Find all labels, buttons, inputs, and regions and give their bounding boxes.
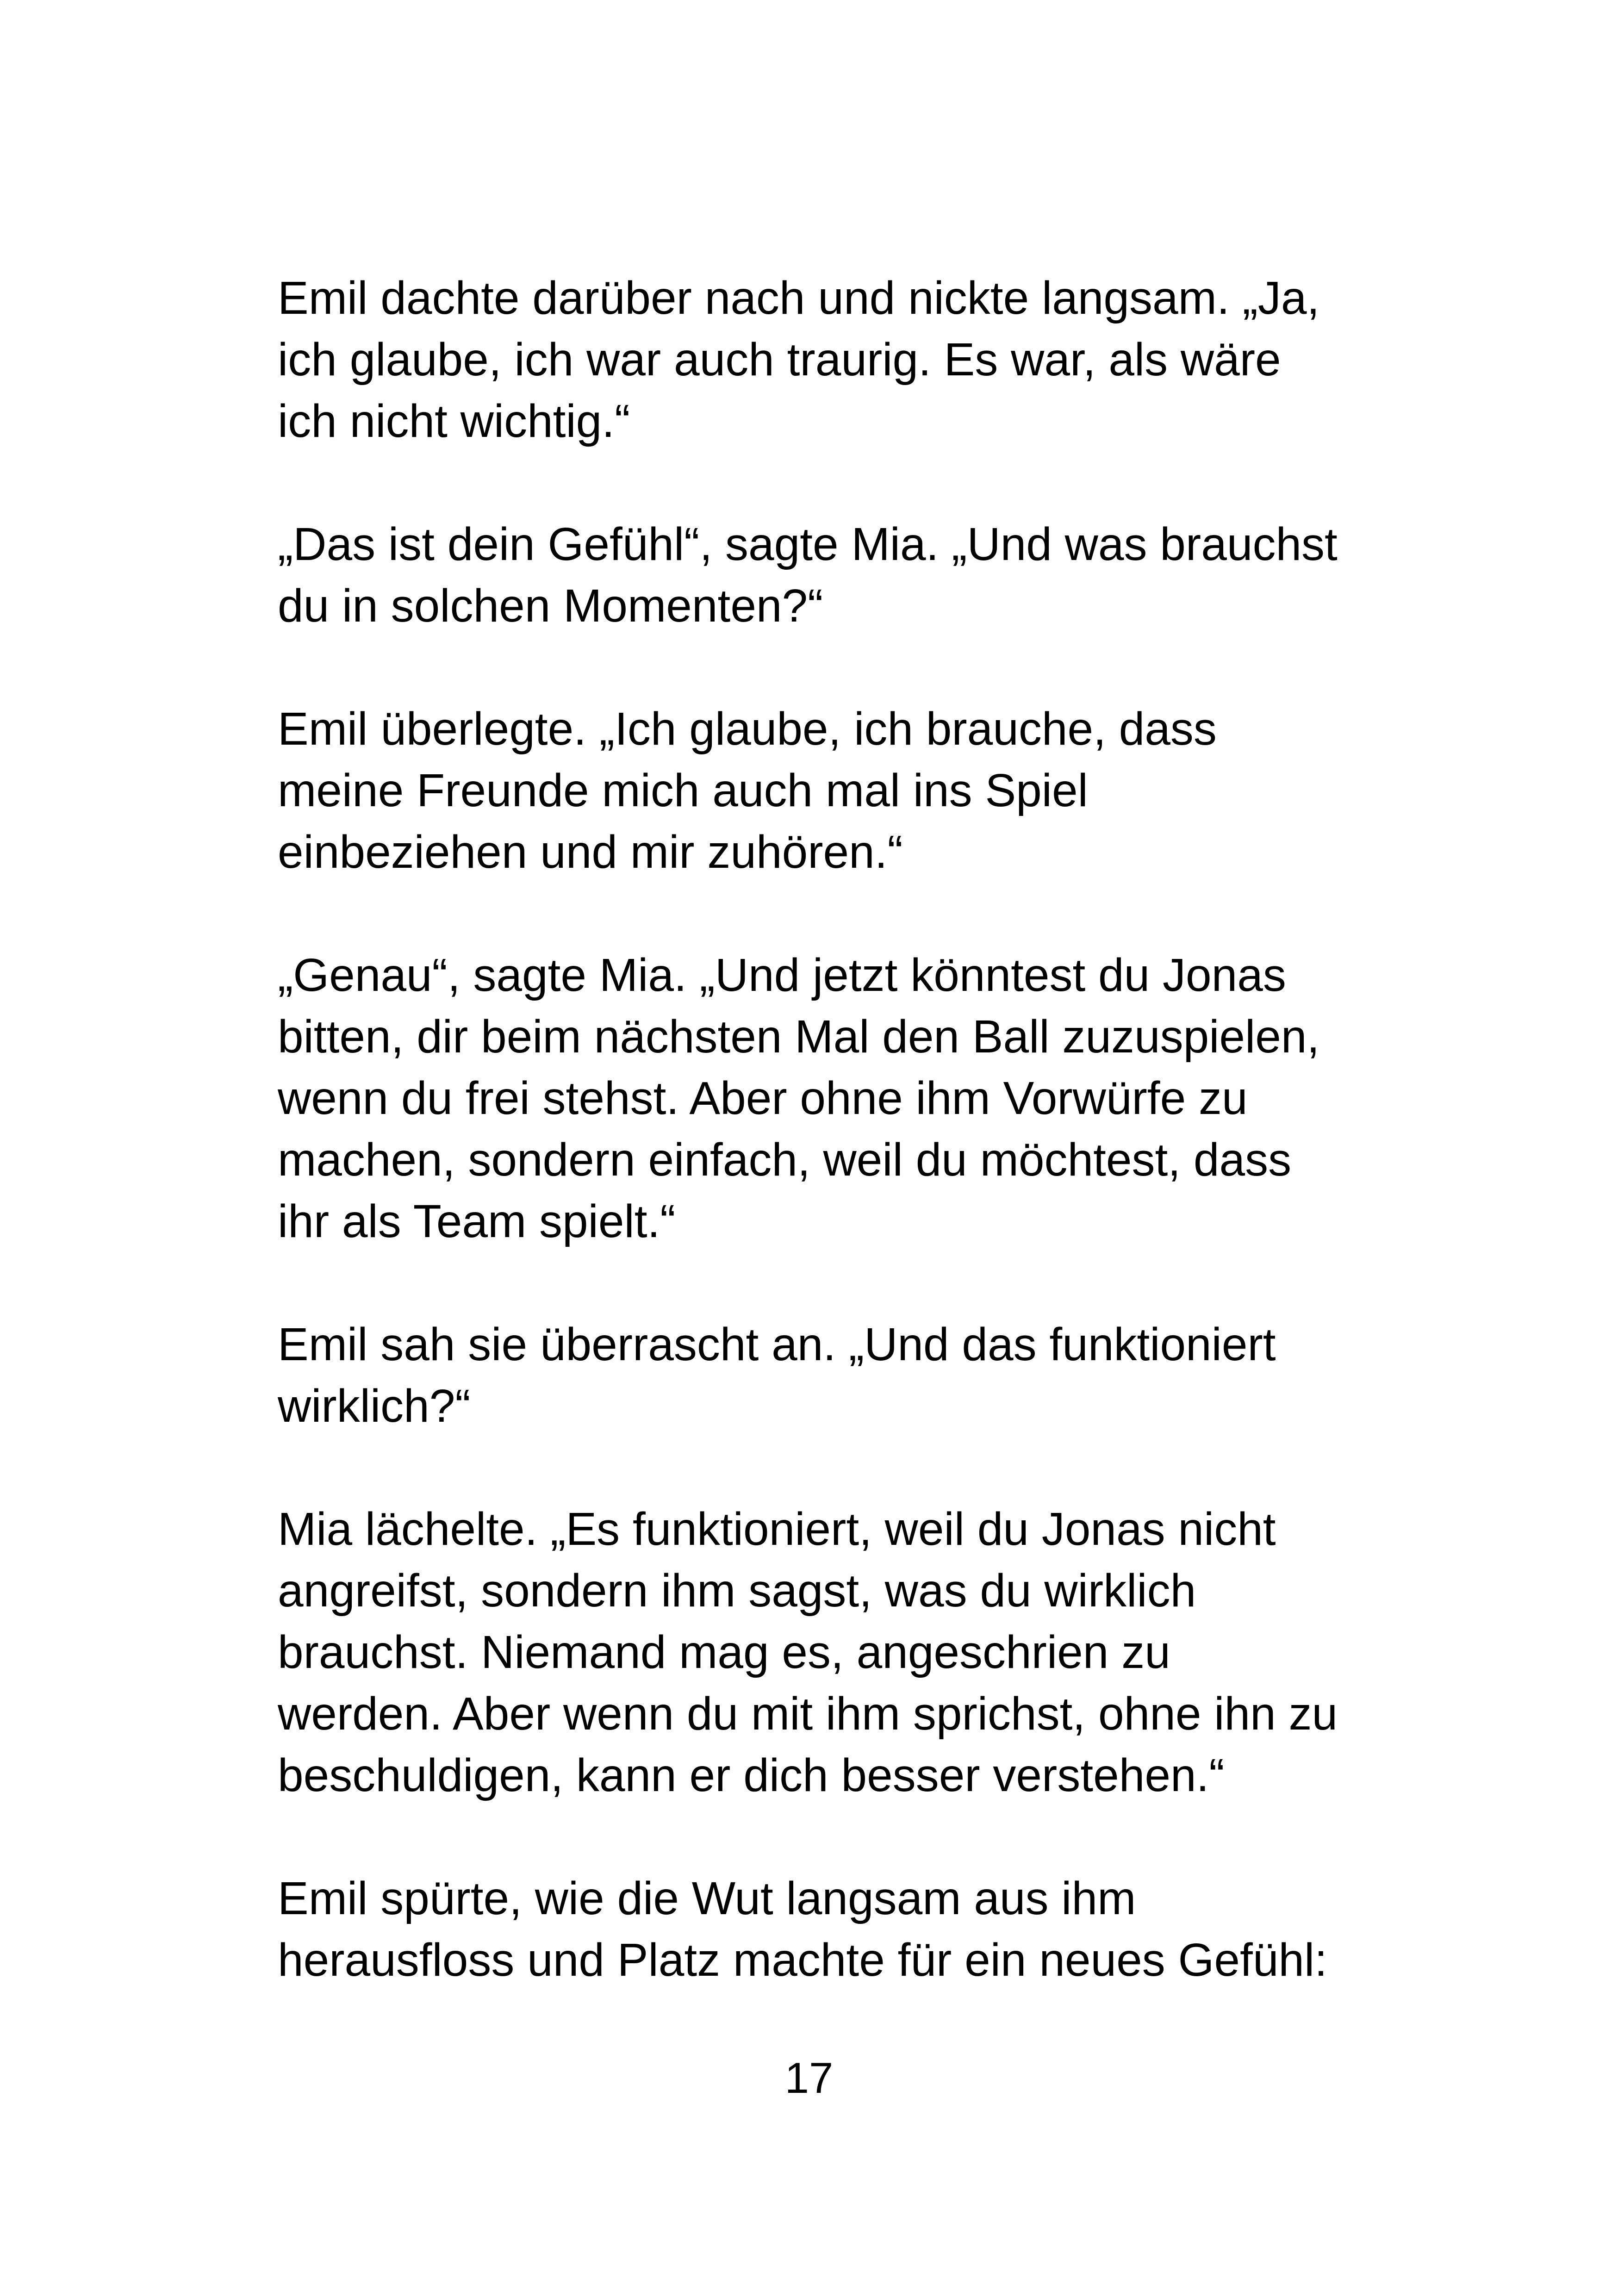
text-line: Emil überlegte. „Ich glaube, ich brauche, dass [278,703,1217,755]
text-line: brauchst. Niemand mag es, angeschrien zu [278,1626,1170,1678]
paragraph [278,268,1356,452]
text-line: ich glaube, ich war auch traurig. Es war, als wäre [278,334,1281,386]
page-number: 17 [784,2053,834,2102]
paragraph [278,1499,1356,1806]
text-line: herausfloss und Platz machte für ein neues Gefühl: [278,1934,1327,1986]
text-line: einbeziehen und mir zuhören.“ [278,826,903,878]
text-line: „Das ist dein Gefühl“, sagte Mia. „Und was brauchst [278,518,1338,570]
paragraph [278,945,1356,1252]
text-line: werden. Aber wenn du mit ihm sprichst, ohne ihn zu [278,1688,1338,1740]
paragraph [278,698,1356,883]
text-line: Emil dachte darüber nach und nickte langsam. „Ja, [278,272,1320,324]
text-line: ihr als Team spielt.“ [278,1195,676,1247]
text-line: bitten, dir beim nächsten Mal den Ball zuzuspielen, [278,1011,1320,1063]
text-line: du in solchen Momenten?“ [278,580,823,632]
text-line: wirklich?“ [278,1380,471,1432]
paragraph [278,514,1356,637]
paragraph [278,1868,1356,1991]
text-line: wenn du frei stehst. Aber ohne ihm Vorwürfe zu [278,1072,1248,1124]
text-line: Emil sah sie überrascht an. „Und das funktioniert [278,1319,1276,1370]
text-line: angreifst, sondern ihm sagst, was du wirklich [278,1565,1196,1617]
paragraph [278,1314,1356,1437]
text-line: „Genau“, sagte Mia. „Und jetzt könntest du Jonas [278,949,1286,1001]
text-line: ich nicht wichtig.“ [278,395,630,447]
text-line: Emil spürte, wie die Wut langsam aus ihm [278,1873,1136,1924]
text-line: machen, sondern einfach, weil du möchtest, dass [278,1134,1292,1186]
body-text [278,268,1356,1991]
text-line: meine Freunde mich auch mal ins Spiel [278,765,1088,816]
text-line: beschuldigen, kann er dich besser verstehen.“ [278,1749,1225,1801]
text-line: Mia lächelte. „Es funktioniert, weil du Jonas nicht [278,1503,1276,1555]
